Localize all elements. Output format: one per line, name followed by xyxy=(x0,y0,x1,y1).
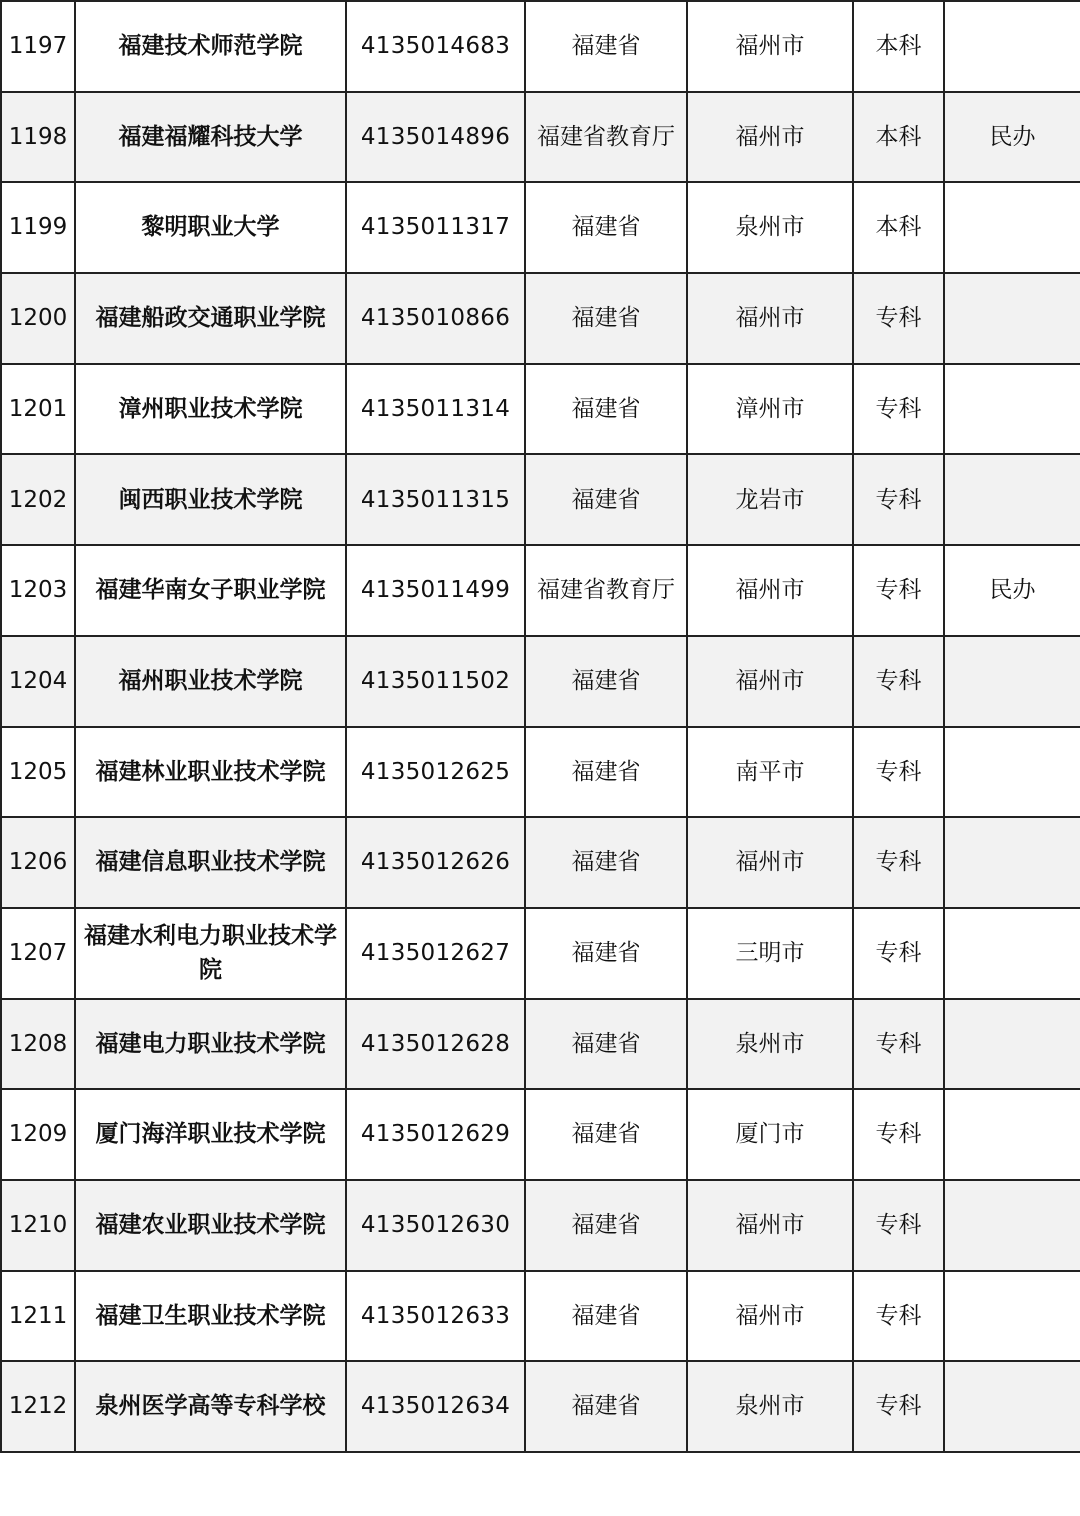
row-id: 1210 xyxy=(1,1180,75,1271)
city: 福州市 xyxy=(687,273,853,364)
authority: 福建省 xyxy=(525,999,687,1090)
level: 专科 xyxy=(853,817,944,908)
school-code: 4135011314 xyxy=(346,364,525,455)
level: 专科 xyxy=(853,273,944,364)
level: 专科 xyxy=(853,727,944,818)
table-row xyxy=(1,92,1080,183)
note xyxy=(944,182,1080,273)
note xyxy=(944,817,1080,908)
level: 本科 xyxy=(853,92,944,183)
authority: 福建省教育厅 xyxy=(525,92,687,183)
school-code: 4135014683 xyxy=(346,1,525,92)
table-row xyxy=(1,636,1080,727)
city: 南平市 xyxy=(687,727,853,818)
row-id: 1204 xyxy=(1,636,75,727)
table-body xyxy=(1,1,1080,1452)
row-id: 1205 xyxy=(1,727,75,818)
level: 专科 xyxy=(853,545,944,636)
school-code: 4135012625 xyxy=(346,727,525,818)
note xyxy=(944,636,1080,727)
table-row xyxy=(1,1361,1080,1452)
school-code: 4135011315 xyxy=(346,454,525,545)
city: 福州市 xyxy=(687,92,853,183)
table-row xyxy=(1,273,1080,364)
authority: 福建省 xyxy=(525,636,687,727)
school-code: 4135010866 xyxy=(346,273,525,364)
school-name: 黎明职业大学 xyxy=(75,182,346,273)
level: 专科 xyxy=(853,1271,944,1362)
city: 漳州市 xyxy=(687,364,853,455)
school-name: 闽西职业技术学院 xyxy=(75,454,346,545)
note xyxy=(944,1361,1080,1452)
row-id: 1202 xyxy=(1,454,75,545)
table-row xyxy=(1,999,1080,1090)
note: 民办 xyxy=(944,92,1080,183)
authority: 福建省 xyxy=(525,454,687,545)
city: 龙岩市 xyxy=(687,454,853,545)
table-row xyxy=(1,908,1080,999)
table-row xyxy=(1,727,1080,818)
note xyxy=(944,1271,1080,1362)
authority: 福建省 xyxy=(525,1361,687,1452)
authority: 福建省 xyxy=(525,273,687,364)
city: 福州市 xyxy=(687,1180,853,1271)
school-name: 福建农业职业技术学院 xyxy=(75,1180,346,1271)
school-name: 福建卫生职业技术学院 xyxy=(75,1271,346,1362)
school-name: 福建华南女子职业学院 xyxy=(75,545,346,636)
level: 专科 xyxy=(853,454,944,545)
level: 专科 xyxy=(853,364,944,455)
level: 本科 xyxy=(853,182,944,273)
authority: 福建省 xyxy=(525,1,687,92)
authority: 福建省 xyxy=(525,1180,687,1271)
row-id: 1208 xyxy=(1,999,75,1090)
row-id: 1206 xyxy=(1,817,75,908)
school-name: 漳州职业技术学院 xyxy=(75,364,346,455)
table-row xyxy=(1,364,1080,455)
note xyxy=(944,1089,1080,1180)
row-id: 1201 xyxy=(1,364,75,455)
authority: 福建省 xyxy=(525,1089,687,1180)
school-code: 4135012626 xyxy=(346,817,525,908)
row-id: 1203 xyxy=(1,545,75,636)
note xyxy=(944,273,1080,364)
school-code: 4135012633 xyxy=(346,1271,525,1362)
school-code: 4135012634 xyxy=(346,1361,525,1452)
school-name: 厦门海洋职业技术学院 xyxy=(75,1089,346,1180)
row-id: 1212 xyxy=(1,1361,75,1452)
level: 本科 xyxy=(853,1,944,92)
table-row xyxy=(1,545,1080,636)
authority: 福建省教育厅 xyxy=(525,545,687,636)
row-id: 1209 xyxy=(1,1089,75,1180)
school-code: 4135011502 xyxy=(346,636,525,727)
authority: 福建省 xyxy=(525,817,687,908)
school-code: 4135012630 xyxy=(346,1180,525,1271)
authority: 福建省 xyxy=(525,182,687,273)
authority: 福建省 xyxy=(525,908,687,999)
table-row xyxy=(1,1180,1080,1271)
table-row xyxy=(1,1,1080,92)
note xyxy=(944,454,1080,545)
school-name: 福建电力职业技术学院 xyxy=(75,999,346,1090)
school-name: 福建技术师范学院 xyxy=(75,1,346,92)
row-id: 1199 xyxy=(1,182,75,273)
note xyxy=(944,1180,1080,1271)
city: 泉州市 xyxy=(687,1361,853,1452)
authority: 福建省 xyxy=(525,364,687,455)
row-id: 1200 xyxy=(1,273,75,364)
note xyxy=(944,999,1080,1090)
authority: 福建省 xyxy=(525,1271,687,1362)
school-name: 福建福耀科技大学 xyxy=(75,92,346,183)
note xyxy=(944,364,1080,455)
city: 厦门市 xyxy=(687,1089,853,1180)
school-name: 福州职业技术学院 xyxy=(75,636,346,727)
school-name: 福建船政交通职业学院 xyxy=(75,273,346,364)
school-code: 4135011499 xyxy=(346,545,525,636)
school-code: 4135014896 xyxy=(346,92,525,183)
note: 民办 xyxy=(944,545,1080,636)
city: 福州市 xyxy=(687,636,853,727)
school-name: 福建林业职业技术学院 xyxy=(75,727,346,818)
school-code: 4135012628 xyxy=(346,999,525,1090)
school-name: 泉州医学高等专科学校 xyxy=(75,1361,346,1452)
note xyxy=(944,727,1080,818)
city: 福州市 xyxy=(687,817,853,908)
level: 专科 xyxy=(853,1089,944,1180)
table-row xyxy=(1,1089,1080,1180)
school-name: 福建水利电力职业技术学院 xyxy=(75,908,346,999)
level: 专科 xyxy=(853,1180,944,1271)
table-row xyxy=(1,454,1080,545)
level: 专科 xyxy=(853,1361,944,1452)
school-code: 4135011317 xyxy=(346,182,525,273)
table-row xyxy=(1,182,1080,273)
city: 三明市 xyxy=(687,908,853,999)
note xyxy=(944,1,1080,92)
school-name: 福建信息职业技术学院 xyxy=(75,817,346,908)
row-id: 1197 xyxy=(1,1,75,92)
row-id: 1207 xyxy=(1,908,75,999)
city: 福州市 xyxy=(687,545,853,636)
table-row xyxy=(1,1271,1080,1362)
school-code: 4135012627 xyxy=(346,908,525,999)
city: 泉州市 xyxy=(687,999,853,1090)
row-id: 1198 xyxy=(1,92,75,183)
city: 福州市 xyxy=(687,1,853,92)
level: 专科 xyxy=(853,908,944,999)
note xyxy=(944,908,1080,999)
city: 泉州市 xyxy=(687,182,853,273)
level: 专科 xyxy=(853,999,944,1090)
authority: 福建省 xyxy=(525,727,687,818)
city: 福州市 xyxy=(687,1271,853,1362)
table-row xyxy=(1,817,1080,908)
level: 专科 xyxy=(853,636,944,727)
row-id: 1211 xyxy=(1,1271,75,1362)
school-code: 4135012629 xyxy=(346,1089,525,1180)
